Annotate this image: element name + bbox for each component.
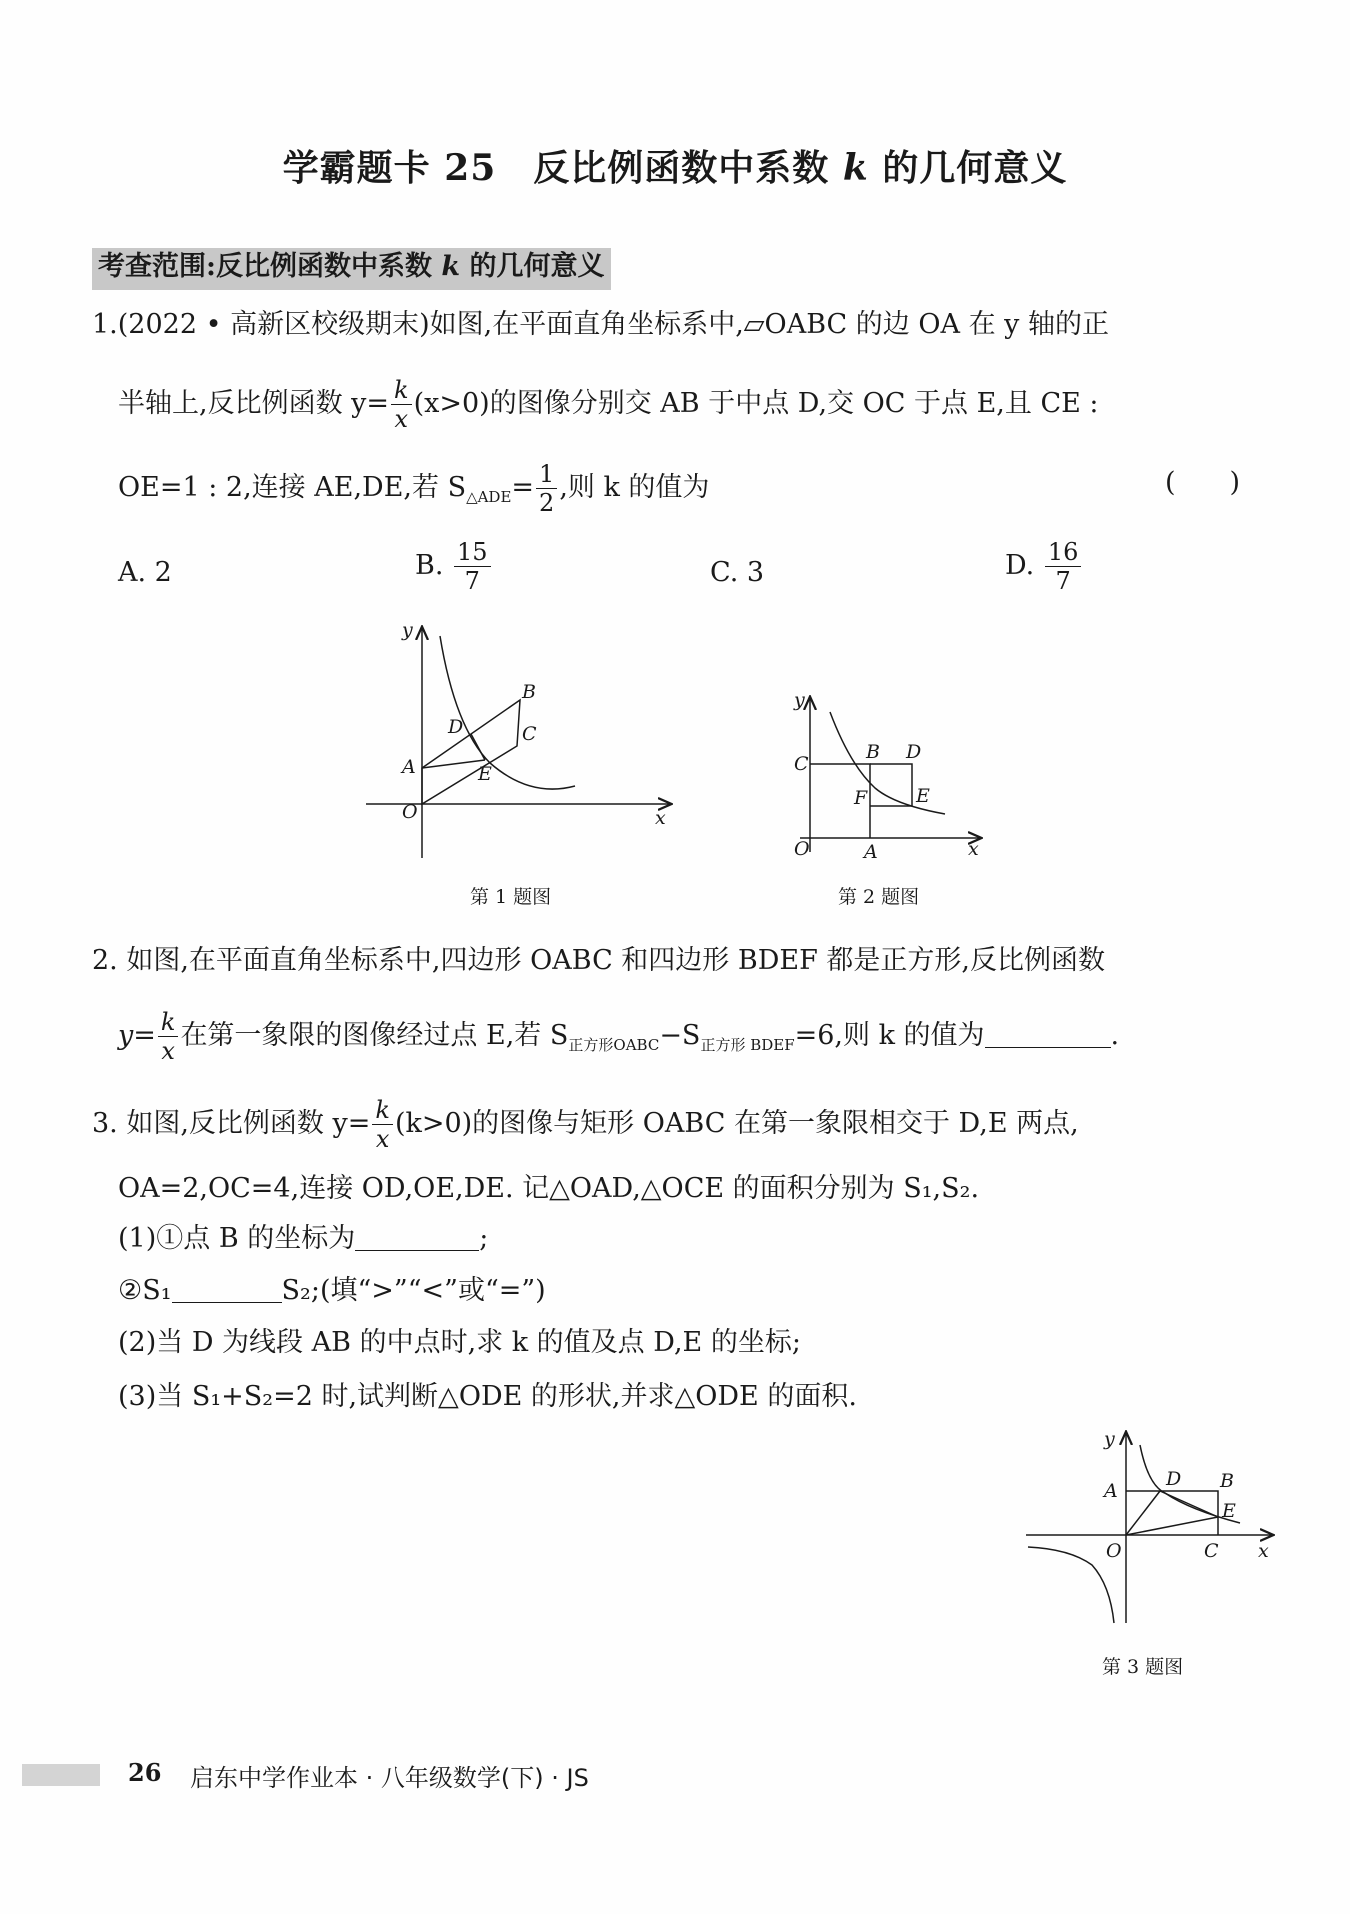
option-d: D. $\frac{16}{7}$	[1005, 540, 1083, 593]
segment-de	[471, 734, 485, 760]
page-number: 26	[128, 1758, 162, 1787]
answer-blank	[355, 1226, 479, 1251]
label-c: C	[1204, 1540, 1219, 1562]
q2-line2: y= $\frac{k}{x}$ 在第一象限的图像经过点 E,若 $S_{正方形OABC}-S_{正方形 BDEF}=6$,则 k 的值为 .	[118, 1008, 1120, 1065]
q1-line2: 半轴上,反比例函数 y= $\frac{k}{x}$ (x>0)的图像分别交 AB 于中点 D,交 OC 于点 E,且 CE :	[118, 376, 1099, 433]
q2-line1: 2. 如图,在平面直角坐标系中,四边形 OABC 和四边形 BDEF 都是正方形,反比例函数	[92, 945, 1105, 976]
option-c: C. 3	[710, 557, 765, 588]
label-b: B	[866, 741, 880, 763]
q3-part1-1: (1)①点 B 的坐标为 ;	[118, 1223, 489, 1254]
label-o: O	[402, 801, 418, 823]
parallelogram-oabc	[422, 700, 520, 804]
hyperbola-branch-2	[1028, 1547, 1114, 1623]
fraction-k-over-x: $\frac{k}{x}$	[391, 378, 412, 431]
label-x: x	[1258, 1540, 1269, 1562]
q3-part1-2: ②S₁ S₂;(填“>”“<”或“=”)	[118, 1275, 546, 1306]
label-e: E	[478, 763, 492, 785]
label-d: D	[1166, 1468, 1182, 1490]
label-f: F	[854, 787, 868, 809]
label-b: B	[522, 681, 536, 703]
figure-2	[780, 690, 1000, 860]
label-y: y	[402, 619, 413, 641]
figure-1	[360, 618, 680, 868]
option-a: A. 2	[118, 557, 172, 588]
label-a: A	[1104, 1480, 1118, 1502]
answer-bracket: ( )	[1165, 467, 1241, 498]
q3-part2: (2)当 D 为线段 AB 的中点时,求 k 的值及点 D,E 的坐标;	[118, 1327, 801, 1358]
label-y: y	[1104, 1428, 1115, 1450]
q3-part3: (3)当 S₁+S₂=2 时,试判断△ODE 的形状,并求△ODE 的面积.	[118, 1381, 857, 1412]
label-o: O	[1106, 1540, 1122, 1562]
hyperbola-curve	[440, 636, 575, 789]
label-c: C	[522, 723, 537, 745]
figure-2-caption: 第 2 题图	[838, 886, 920, 908]
label-c: C	[794, 753, 809, 775]
segment-od	[1126, 1491, 1160, 1535]
label-d: D	[906, 741, 922, 763]
segment-oe	[1126, 1517, 1218, 1535]
q3-line2: OA=2,OC=4,连接 OD,OE,DE. 记△OAD,△OCE 的面积分别为 S₁,S₂.	[118, 1173, 980, 1204]
label-a: A	[864, 841, 878, 860]
answer-blank	[172, 1278, 282, 1303]
answer-blank	[985, 1023, 1111, 1048]
figure-1-caption: 第 1 题图	[470, 886, 552, 908]
label-y: y	[794, 690, 805, 711]
square-bdef	[870, 764, 912, 806]
section-header: 考查范围:反比例函数中系数 k 的几何意义	[92, 248, 611, 290]
option-b: B. $\frac{15}{7}$	[415, 540, 493, 593]
q1-line3: OE=1 : 2,连接 AE,DE,若 $S_{\triangle ADE}=$ $\frac{1}{2}$ ,则 k 的值为	[118, 460, 710, 517]
label-o: O	[794, 838, 810, 860]
figure-3-caption: 第 3 题图	[1102, 1656, 1184, 1678]
label-x: x	[655, 807, 666, 829]
figure-3	[1020, 1425, 1280, 1635]
footer-decoration	[22, 1764, 100, 1786]
label-a: A	[402, 756, 416, 778]
label-e: E	[916, 785, 930, 807]
page-title: 学霸题卡 25 反比例函数中系数 k 的几何意义	[282, 147, 1068, 189]
label-x: x	[968, 838, 979, 860]
q1-line1: 1.(2022 • 高新区校级期末)如图,在平面直角坐标系中,▱OABC 的边 OA 在 y 轴的正	[92, 309, 1109, 340]
label-d: D	[448, 716, 464, 738]
label-e: E	[1222, 1500, 1236, 1522]
label-b: B	[1220, 1470, 1234, 1492]
q3-line1: 3. 如图,反比例函数 y= $\frac{k}{x}$ (k>0)的图像与矩形 OABC 在第一象限相交于 D,E 两点,	[92, 1096, 1079, 1153]
fraction-one-half: $\frac{1}{2}$	[536, 462, 557, 515]
segment-de	[1160, 1491, 1218, 1517]
footer-text: 启东中学作业本 · 八年级数学(下) · JS	[190, 1764, 589, 1792]
